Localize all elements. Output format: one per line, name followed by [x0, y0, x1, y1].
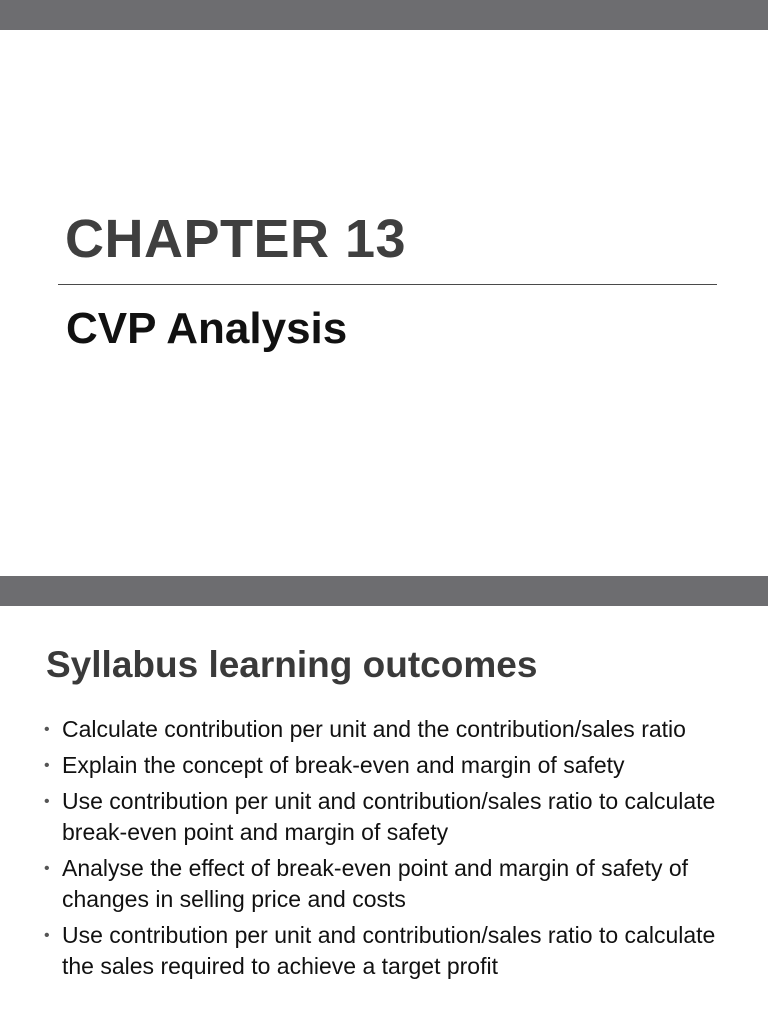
top-band	[0, 0, 768, 30]
outcome-item	[44, 853, 734, 915]
outcome-item	[44, 920, 734, 982]
outcome-text: Explain the concept of break-even and margin of safety	[62, 752, 625, 778]
bullet-icon: •	[44, 793, 50, 810]
outcome-text: Analyse the effect of break-even point and margin of safety of changes in selling price and costs	[62, 855, 689, 912]
title-slide	[0, 30, 768, 576]
title-divider	[58, 284, 717, 285]
bullet-icon: •	[44, 927, 50, 944]
slide-separator-band	[0, 576, 768, 606]
bullet-icon: •	[44, 757, 50, 774]
chapter-subtitle: CVP Analysis	[66, 304, 348, 353]
outcome-item	[44, 750, 734, 781]
outcome-text: Calculate contribution per unit and the contribution/sales ratio	[62, 716, 686, 742]
bullet-icon: •	[44, 721, 50, 738]
outcome-text: Use contribution per unit and contribution/sales ratio to calculate break-even point and margin of safety	[62, 788, 716, 845]
outcomes-heading: Syllabus learning outcomes	[46, 644, 538, 685]
chapter-title: CHAPTER 13	[65, 209, 407, 269]
outcomes-slide	[0, 606, 768, 1024]
outcome-item	[44, 714, 734, 745]
outcome-item	[44, 786, 734, 848]
outcomes-list	[44, 714, 734, 987]
outcome-text: Use contribution per unit and contribution/sales ratio to calculate the sales required to achieve a target profit	[62, 922, 716, 979]
bullet-icon: •	[44, 860, 50, 877]
